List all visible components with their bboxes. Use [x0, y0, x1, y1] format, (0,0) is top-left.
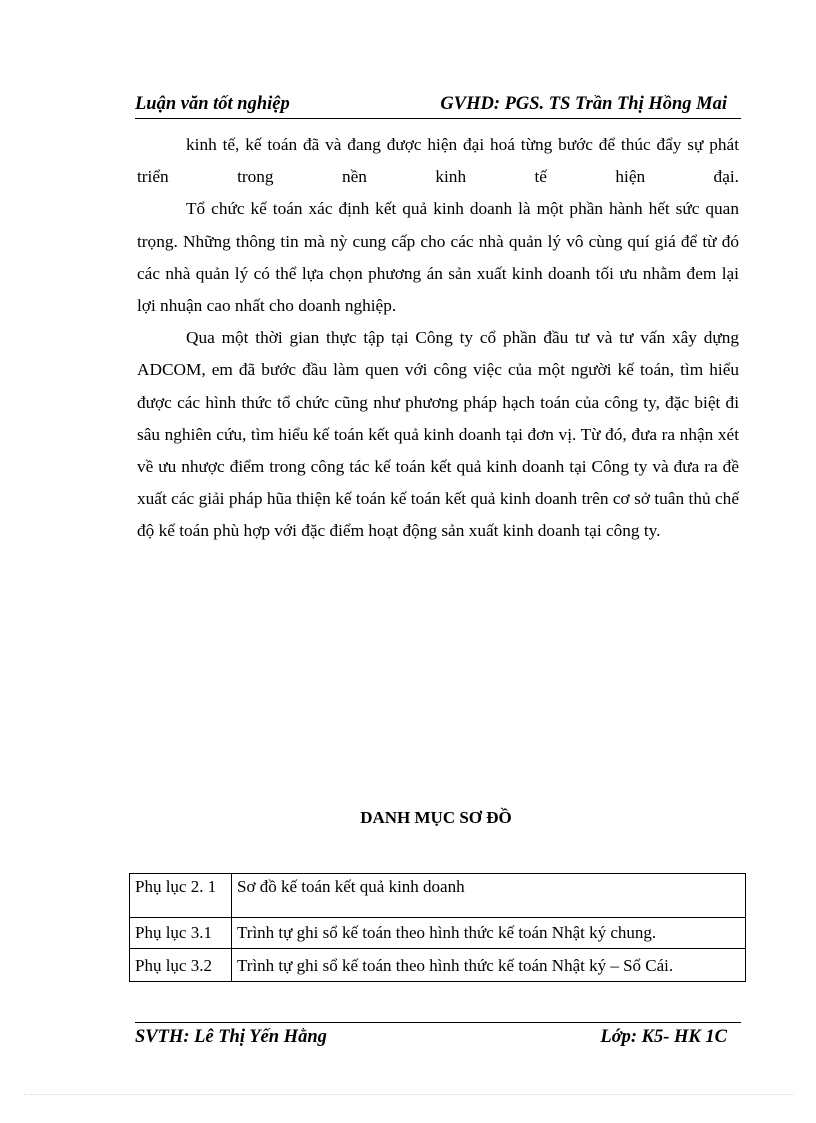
paragraph-3: Qua một thời gian thực tập tại Công ty cổ phần đầu tư và tư vấn xây dựng ADCOM, em đã bước đầu làm quen với công việc của một người kế toán, tìm hiểu được các hình thức tổ chức cũng như phương pháp hạch toán của công ty, đặc biệt đi sâu nghiên cứu, tìm hiểu kế toán kết quả kinh doanh tại đơn vị. Từ đó, đưa ra nhận xét về ưu nhược điểm trong công tác kế toán kết quả kinh doanh tại Công ty và đưa ra đề xuất các giải pháp hũa thiện kế toán kế toán kết quả kinh doanh trên cơ sở tuân thủ chế độ kế toán phù hợp với đặc điểm hoạt động sản xuất kinh doanh tại công ty. — [137, 328, 739, 541]
paragraph-1: kinh tế, kế toán đã và đang được hiện đại hoá từng bước để thúc đẩy sự phát triển trong nền kinh tế hiện đại. — [137, 135, 739, 187]
table-row — [130, 918, 746, 949]
page-header — [135, 92, 741, 119]
table-row — [130, 949, 746, 982]
appendix-description: Trình tự ghi sổ kế toán theo hình thức kế toán Nhật ký – Sổ Cái. — [232, 949, 746, 982]
diagram-list-table — [129, 873, 746, 982]
table-row — [130, 874, 746, 918]
footer-student-name: SVTH: Lê Thị Yến Hằng — [135, 1027, 327, 1047]
appendix-label: Phụ lục 3.1 — [130, 918, 232, 949]
header-thesis-label: Luận văn tốt nghiệp — [135, 94, 290, 114]
appendix-label: Phụ lục 2. 1 — [130, 874, 232, 918]
appendix-description: Sơ đồ kế toán kết quả kinh doanh — [232, 874, 746, 918]
paragraph-2: Tổ chức kế toán xác định kết quả kinh doanh là một phần hành hết sức quan trọng. Những thông tin mà nỳ cung cấp cho các nhà quản lý vô cùng quí giá để từ đó các nhà quản lý có thể lựa chọn phương án sản xuất kinh doanh tối ưu nhằm đem lại lợi nhuận cao nhất cho doanh nghiệp. — [137, 199, 739, 316]
body-text — [137, 129, 739, 548]
diagram-list-title: DANH MỤC SƠ ĐỒ — [360, 808, 512, 827]
page-edge-divider — [24, 1094, 794, 1095]
footer-class: Lớp: K5- HK 1C — [600, 1027, 727, 1047]
page-footer — [135, 1022, 741, 1053]
appendix-description: Trình tự ghi sổ kế toán theo hình thức kế toán Nhật ký chung. — [232, 918, 746, 949]
appendix-label: Phụ lục 3.2 — [130, 949, 232, 982]
header-supervisor: GVHD: PGS. TS Trần Thị Hồng Mai — [440, 94, 727, 114]
